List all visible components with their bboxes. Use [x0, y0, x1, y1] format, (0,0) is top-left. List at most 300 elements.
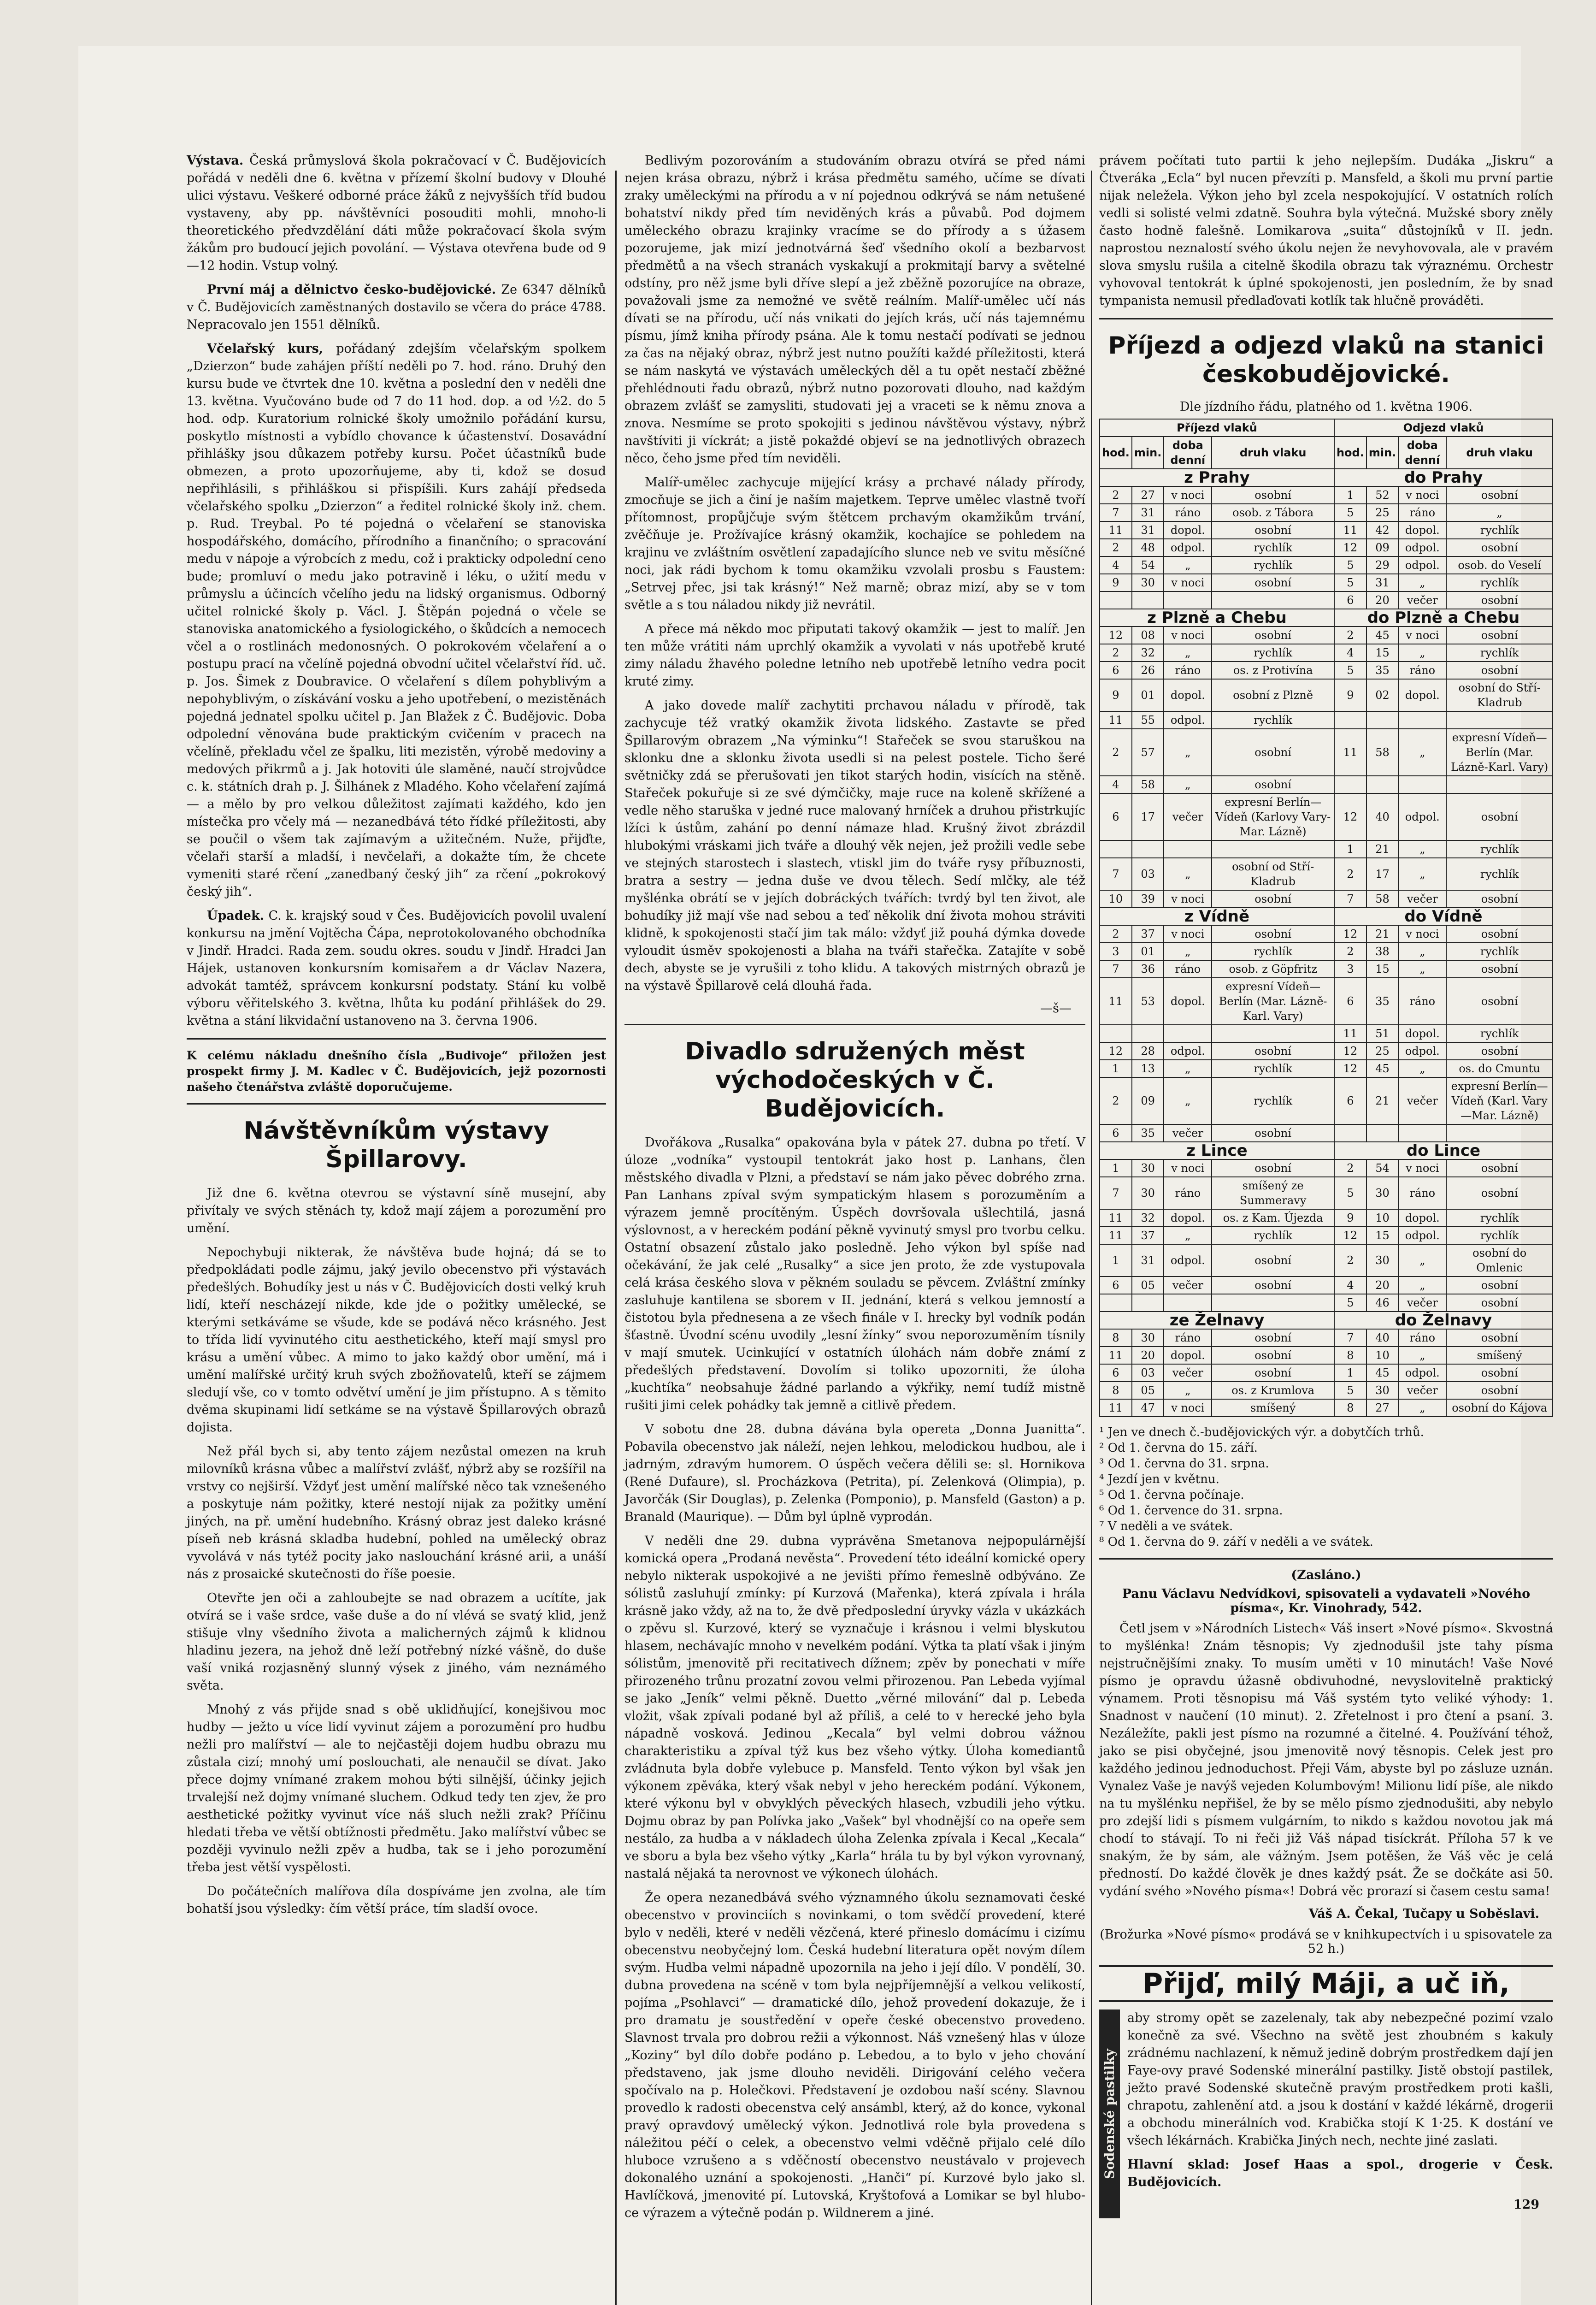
table-row [1100, 1177, 1553, 1209]
footnote: ⁷ V neděli a ve svátek. [1099, 1519, 1233, 1533]
table-cell: odpol. [1164, 1042, 1212, 1060]
table-row [1100, 539, 1553, 556]
table-cell: 47 [1132, 1399, 1164, 1417]
column-rule [1091, 171, 1092, 2305]
table-cell: 8 [1100, 1382, 1132, 1399]
table-cell: dopol. [1164, 1347, 1212, 1364]
table-cell: „ [1398, 1277, 1446, 1294]
table-cell [1334, 1124, 1366, 1142]
table-cell: osob. z Göpfritz [1212, 960, 1334, 978]
table-cell: večer [1398, 591, 1446, 609]
table-cell [1132, 591, 1164, 609]
table-cell: „ [1398, 1399, 1446, 1417]
table-cell: „ [1164, 943, 1212, 960]
table-cell: v noci [1164, 925, 1212, 943]
col-minute: min. [1366, 437, 1398, 469]
table-cell: dopol. [1398, 1025, 1446, 1042]
table-cell: 03 [1132, 858, 1164, 890]
table-cell: v noci [1398, 1159, 1446, 1177]
table-cell: osobní [1212, 486, 1334, 504]
article-paragraph: A přece má někdo moc připutati takový okamžik — jest to malíř. Jen ten může vrátiti nám uprchlý okamžik a vyvolati v nás upotřebě kruté zimy náladu žhavého poledne letního neb upotřebě letního vedra pocit kruté zimy. [624, 622, 1085, 689]
table-cell: 20 [1132, 1347, 1164, 1364]
table-cell: ráno [1398, 1329, 1446, 1347]
table-cell: 37 [1132, 925, 1164, 943]
table-cell: v noci [1164, 574, 1212, 591]
table-cell: osobní [1212, 1244, 1334, 1277]
table-cell: „ [1398, 960, 1446, 978]
table-cell: osobní [1212, 776, 1334, 793]
theatre-paragraph: V sobotu dne 28. dubna dávána byla opereta „Donna Juanitta“. Pobavila obecenstvo jak náleží, nejen lehkou, melodickou hudbou, ale i jadrným, zdravým humorem. O úspěch večera dělili se: sl. Hornikova (René Dufaure), sl. Procházkova (Petrita), pí. Zelenková (Olimpia), p. Javorčák (Sir Douglas), p. Zelenka (Pomponio), p. Mansfeld (Gaston) a p. Branald (Maurique). — Dům byl úplně vyprodán. [624, 1422, 1085, 1524]
advert-number: 129 [1513, 2198, 1539, 2212]
col-train-type: druh vlaku [1446, 437, 1553, 469]
table-cell: os. do Cmuntu [1446, 1060, 1553, 1077]
table-cell [1100, 1025, 1132, 1042]
column-left [187, 152, 606, 1924]
article-paragraph: Bedlivým pozorováním a studováním obrazu otvírá se před námi nejen krása obrazu, nýbrž i krása předmětu samého, učíme se dívati zraky uměleckými na přírodu a v ní pojednou odkrývá se nám netušené bohatství nikdy před tím neviděných krás a půvabů. Pod dojmem uměleckého obrazu krajinky vracíme se do přírody a s úžasem pozorujeme, jak mizí jednotvárná šeď všedního okolí a bezbarvost předmětů a na všech stranách vyskakují a prokmitají barvy a světelné odstíny, pro něž jsme byli dříve slepí a jež zběžně pozorujíce na obraze, považovali jsme za nemožné ve světě reálním. Malíř-umělec učí nás dívati se na přírodu, učí nás vnikati do jejích krás, učí nás tajemnému písmu, jímž kniha přírody psána. Ale k tomu nestačí podívati se jednou za čas na nějaký obraz, nýbrž jest nutno použíti každé příležitosti, která se nám naskytá ve výstavách uměleckých děl a tu opět nestačí zběžné přehlédnouti řadu obrazů, nýbrž nutno pozorovati dlouho, nad každým obrazem zvlášť se zamysliti, studovati jej a vraceti se k němu znova a znova. Nesmíme se proto spokojiti s jedinou návštěvou výstavy, nýbrž navštíviti ji víckrát; a jistě pokaždé objeví se na jednotlivých obrazech něco, čeho jsme před tím neviděli. [624, 154, 1085, 466]
table-cell: 12 [1334, 925, 1366, 943]
table-cell: odpol. [1398, 1042, 1446, 1060]
article-title: Návštěvníkům výstavy Špillarovy. [243, 1117, 549, 1173]
table-cell: 48 [1132, 539, 1164, 556]
table-cell: os. z Krumlova [1212, 1382, 1334, 1399]
table-cell: ráno [1398, 504, 1446, 521]
table-cell: 6 [1100, 793, 1132, 840]
table-cell: 1 [1100, 1244, 1132, 1277]
table-cell: ráno [1164, 1177, 1212, 1209]
table-cell: v noci [1164, 486, 1212, 504]
table-cell: dopol. [1164, 679, 1212, 711]
table-cell: 27 [1132, 486, 1164, 504]
table-cell: 4 [1100, 556, 1132, 574]
letter-signature: Váš A. Čekal, Tučapy u Soběslavi. [1308, 1907, 1539, 1921]
table-cell: rychlík [1446, 521, 1553, 539]
table-cell: smíšený [1212, 1399, 1334, 1417]
table-cell: 9 [1100, 574, 1132, 591]
table-row [1100, 556, 1553, 574]
table-cell: 20 [1366, 591, 1398, 609]
table-cell: odpol. [1398, 556, 1446, 574]
table-cell: dopol. [1398, 1209, 1446, 1227]
table-cell: „ [1164, 729, 1212, 776]
table-cell: 11 [1100, 1399, 1132, 1417]
table-cell: 2 [1100, 1077, 1132, 1124]
table-cell: 21 [1366, 925, 1398, 943]
table-cell: 2 [1334, 1244, 1366, 1277]
table-cell: smíšený ze Summeravy [1212, 1177, 1334, 1209]
table-row [1100, 776, 1553, 793]
table-cell: osobní [1212, 925, 1334, 943]
arrival-direction: z Lince [1100, 1142, 1334, 1159]
table-cell: večer [1164, 1124, 1212, 1142]
table-cell: 42 [1366, 521, 1398, 539]
table-cell: rychlík [1446, 1025, 1553, 1042]
table-cell: 1 [1100, 1159, 1132, 1177]
table-cell [1164, 840, 1212, 858]
table-cell: osobní [1212, 1329, 1334, 1347]
table-cell: večer [1398, 1382, 1446, 1399]
table-row [1100, 1227, 1553, 1244]
footnote: ⁸ Od 1. června do 9. září v neděli a ve svátek. [1099, 1535, 1373, 1549]
table-cell: 12 [1100, 1042, 1132, 1060]
table-cell: 4 [1334, 644, 1366, 662]
table-cell: 21 [1366, 1077, 1398, 1124]
table-cell: 1 [1100, 1060, 1132, 1077]
table-cell: 8 [1334, 1347, 1366, 1364]
table-cell: osobní [1212, 1277, 1334, 1294]
table-cell: „ [1446, 504, 1553, 521]
table-cell: 35 [1366, 978, 1398, 1025]
table-cell: 05 [1132, 1277, 1164, 1294]
table-cell: 2 [1334, 1159, 1366, 1177]
departure-direction: do Vídně [1334, 908, 1553, 925]
table-cell: 09 [1132, 1077, 1164, 1124]
departure-direction: do Lince [1334, 1142, 1553, 1159]
table-cell: osobní [1212, 1347, 1334, 1364]
table-cell: „ [1164, 644, 1212, 662]
table-cell: „ [1164, 1227, 1212, 1244]
table-cell: odpol. [1164, 711, 1212, 729]
table-cell: osobní [1446, 960, 1553, 978]
table-cell: osobní [1446, 925, 1553, 943]
table-cell: 54 [1366, 1159, 1398, 1177]
table-cell: 6 [1334, 591, 1366, 609]
table-cell: osobní do Stří-Kladrub [1446, 679, 1553, 711]
column-right [1099, 152, 1553, 2218]
table-cell: dopol. [1398, 521, 1446, 539]
arrival-direction: z Prahy [1100, 469, 1334, 486]
table-cell: ráno [1164, 960, 1212, 978]
table-cell: 11 [1334, 1025, 1366, 1042]
table-cell: 15 [1366, 644, 1398, 662]
table-cell: expresní Berlín—Vídeň (Karlovy Vary-Mar. Lázně) [1212, 793, 1334, 840]
col-minute: min. [1132, 437, 1164, 469]
table-cell: večer [1398, 1077, 1446, 1124]
table-cell: 30 [1366, 1177, 1398, 1209]
table-cell: odpol. [1398, 1227, 1446, 1244]
table-cell: 1 [1334, 486, 1366, 504]
divider [624, 1024, 1085, 1025]
article-paragraph: Než přál bych si, aby tento zájem nezůstal omezen na kruh milovníků krásna vůbec a malířství zvlášť, nýbrž aby se rozšířil na vrstvy co nejširší. Vždyť jest umění malířské něco tak vznešeného a poskytuje nám požitky, které nestojí nijak za požitky umění jiných, na př. umění hudebního. Krásný obraz jest daleko krásné píseň neb krásná skladba hudební, pohled na umělecký obraz vyvolává v nás tytéž pocity jako naslouchání krásné arii, a unáší nás z prosaické skutečnosti do říše poesie. [187, 1444, 606, 1581]
news-bankruptcy: Úpadek. C. k. krajský soud v Čes. Budějovicích povolil uvalení konkursu na jmění Vojtěcha Čápa, neprotokolovaného obchodníka v Jindř. Hradci. Rada zem. soudu okres. soudu v Jindř. Hradci Jan Hájek, ustanoven konkursním komisařem a dr Václav Nazera, advokát tamtéž, správcem konkursní podstaty. Stání ku volbě výboru věřitelského 3. května, lhůta ku podání přihlášek do 29. května a stání likvidační ustanoveno na 3. června 1906. [187, 909, 606, 1028]
table-cell: 2 [1100, 539, 1132, 556]
table-cell: 7 [1334, 1329, 1366, 1347]
table-cell: 36 [1132, 960, 1164, 978]
table-cell: v noci [1164, 1399, 1212, 1417]
table-cell: os. z Kam. Újezda [1212, 1209, 1334, 1227]
divider [1099, 318, 1553, 319]
table-cell: expresní Vídeň—Berlín (Mar. Lázně-Karl. Vary) [1212, 978, 1334, 1025]
table-cell: osobní [1446, 1382, 1553, 1399]
table-cell: 53 [1132, 978, 1164, 1025]
table-cell: 31 [1366, 574, 1398, 591]
table-row [1100, 521, 1553, 539]
table-cell [1366, 1124, 1398, 1142]
table-cell [1398, 711, 1446, 729]
table-cell [1164, 1294, 1212, 1312]
theatre-paragraph: V neděli dne 29. dubna vyprávěna Smetanova nejpopulárnější komická opera „Prodaná nevěsta“. Provedení této ideální komické opery nebylo nikterak uspokojivé a ne jevišti přímo řemeslně odbýváno. Ze sólistů zasluhují zmínky: pí Kurzová (Mařenka), která zpívala i hrála krásně jako vždy, až na to, že dvě předposlední úryvky vázla v ukázkách o zpěvu sl. Kurzové, který se vyznačuje i krásnou i velmi blyskutou hlasem, nechávajíc mnoho v nevelkém podání. Výtka ta platí však i jiným sólistům, jmenovitě při recitativech dížnem; zpěv by ponechati v míře přirozeného trůnu prozatní zovou velmi přirozenou. Pan Lebeda vyjímal se jako „Jeník“ velmi pěkně. Duetto „věrné milování“ dal p. Lebeda vložit, však zpívali podané byl až příliš, a celé to v herecké jeho byla nápadně vosková. Jedinou „Kecala“ byl velmi dobrou vážnou charakteristiku a zpíval týž kus bez všeho výtky. Úloha komediantů zvládnuta byla dobře vylebuce p. Mansfeld. Tento výkon byl však jen výkonem zpěváka, který však nebyl v jeho hereckém podání. Výkonem, které výkonu byl v obvyklých pěveckých hlasech, vzbudili jeho výtku. Dojmu obraz by pan Polívka jako „Vašek“ byl vhodnější co na opeře sem nestálo, za hudba a v nákladech úloha Zelenka zpívala i Kecal „Kecala“ ve sboru a byla bez všeho výtky „Karla“ hrála tu by byl výkon vyrovnaný, nastalá nějaká ta nerovnost ve výkonech úlohách. [624, 1534, 1085, 1881]
timetable-group-header [1100, 908, 1553, 925]
table-cell: 09 [1366, 539, 1398, 556]
table-cell: 2 [1100, 729, 1132, 776]
table-cell: ráno [1398, 978, 1446, 1025]
table-cell: osobní [1446, 793, 1553, 840]
table-cell: 38 [1366, 943, 1398, 960]
table-cell: osobní [1446, 1042, 1553, 1060]
table-cell: 26 [1132, 662, 1164, 679]
table-cell: 52 [1366, 486, 1398, 504]
table-row [1100, 504, 1553, 521]
footnote: ⁵ Od 1. června počínaje. [1099, 1488, 1244, 1502]
table-cell: 54 [1132, 556, 1164, 574]
table-cell: 58 [1132, 776, 1164, 793]
table-row [1100, 943, 1553, 960]
letter-body: Četl jsem v »Národních Listech« Váš insert »Nové písmo«. Skvostná to myšlénka! Znám těsnopis; Vy zjednodušil jste tahy písma nejstručnějšími znaky. To musím uměti v 10 minutách! Vaše Nové písmo je opravdu úžasně obdivuhodné, nevyslovitelně praktický výnamem. Proti těsnopisu má Váš systém tyto veliké výhody: 1. Snadnost v naučení (10 minut). 2. Zřetelnost i pro čtení a psaní. 3. Nezáležíte, pakli jest písmo na rozumné a čitelné. 4. Používání téhož, jako se pisi obyčejné, jsou jmenovitě nový těsnopis. Celek jest pro každého jedinou jednoduchost. Přeji Vám, abyste byl po zásluze uznán. Vynalez Vaše je navýš vejeden Kolumbovým! Milionu lidí píše, ale nikdo na tu myšlénku nepřišel, že by se mělo písmo zjednodušiti, aby nebylo pro zdejší lidi s písmem vulgárním, to nikdo s každou novotou jak má chodí to stávají. To ni řeči již Váš nápad tisíckrát. Příloha 57 k ve snakým, že by sám, ale vážným. Jsem potěšen, že Váš věc je celá předností. Do každé člověk je dnes každý psát. Že se dočkáte asi 50. vydání svého »Nového písma«! Dobrá věc prorazí si časem cestu sama! [1099, 1621, 1553, 1898]
table-cell: 6 [1100, 1277, 1132, 1294]
table-cell [1132, 1294, 1164, 1312]
table-row [1100, 662, 1553, 679]
table-cell: 9 [1334, 679, 1366, 711]
table-cell: 3 [1334, 960, 1366, 978]
table-cell: 5 [1334, 1382, 1366, 1399]
table-cell [1132, 840, 1164, 858]
arrivals-header: Příjezd vlaků [1100, 419, 1334, 437]
table-cell [1446, 711, 1553, 729]
table-cell: v noci [1164, 626, 1212, 644]
table-cell: osobní [1212, 729, 1334, 776]
table-cell [1100, 591, 1132, 609]
table-cell: rychlík [1446, 644, 1553, 662]
table-cell: osobní [1446, 1364, 1553, 1382]
advert-title: Přijď, milý Máji, a uč iň, [1099, 1965, 1553, 2002]
table-cell: „ [1164, 556, 1212, 574]
table-cell [1212, 1294, 1334, 1312]
table-row [1100, 626, 1553, 644]
table-cell: večer [1164, 1277, 1212, 1294]
schedule-subtitle: Dle jízdního řádu, platného od 1. května 1906. [1179, 400, 1473, 414]
table-cell: rychlík [1446, 1209, 1553, 1227]
table-cell: 15 [1366, 1227, 1398, 1244]
table-cell: rychlík [1446, 1227, 1553, 1244]
news-exhibition: Výstava. Česká průmyslová škola pokračovací v Č. Budějovicích pořádá v neděli dne 6. května v přízemí školní budovy v Dlouhé ulici výstavu. Veškeré odborné práce žáků z nejvyšších tříd budou vystaveny, aby pp. návštěvníci posouditi mohli, mnoho-li theoretického předvzdělání dáti může pokračovací škola svým žákům pro budoucí jejich povolání. — Výstava otevřena bude od 9—12 hodin. Vstup volný. [187, 154, 606, 273]
table-cell: 7 [1100, 1177, 1132, 1209]
table-cell: dopol. [1164, 1209, 1212, 1227]
advert-warehouse: Hlavní sklad: Josef Haas a spol., drogerie v Česk. Budějovicích. [1127, 2157, 1553, 2189]
letter-note: (Brožurka »Nové písmo« prodává se v knihkupectvích i u spisovatele za 52 h.) [1100, 1927, 1553, 1956]
table-cell: 21 [1366, 840, 1398, 858]
table-cell: rychlík [1212, 943, 1334, 960]
footnote: ⁶ Od 1. července do 31. srpna. [1099, 1504, 1283, 1518]
table-cell: 11 [1100, 1347, 1132, 1364]
theatre-continued: právem počítati tuto partii k jeho nejlepším. Dudáka „Jiskru“ a Čtveráka „Ecla“ byl nucen převzíti p. Mansfeld, a školi mu první partie nijak neležela. Výkon jeho byl zcela nespokojující. V ostatních rolích vedli si solisté velmi zdatně. Souhra byla výtečná. Mužské sbory zněly často hodně falešně. Lomikarova „suita“ důstojníků v II. jedn. naprostou neznalostí svého úkolu nejen že nevyhovovala, ale v pravém slova smyslu rušila a citelně škodila obrazu tak výraznému. Orchestr vyhovoval tentokrát k úplné spokojenosti, jen posledním, že by snad tympanista nemusil předlaďovati kotlík tak hlučně prováděti. [1099, 154, 1553, 308]
table-cell: osobní [1212, 1159, 1334, 1177]
table-cell: 12 [1334, 1227, 1366, 1244]
table-cell: osobní [1446, 1294, 1553, 1312]
table-cell [1366, 711, 1398, 729]
table-cell: rychlík [1212, 644, 1334, 662]
table-cell: v noci [1398, 486, 1446, 504]
table-cell: odpol. [1164, 539, 1212, 556]
table-cell: odpol. [1398, 1364, 1446, 1382]
table-cell: rychlík [1212, 556, 1334, 574]
table-cell: 20 [1366, 1277, 1398, 1294]
table-cell: rychlík [1212, 1077, 1334, 1124]
table-cell: 1 [1334, 1364, 1366, 1382]
table-cell: 13 [1132, 1060, 1164, 1077]
table-cell: 25 [1366, 504, 1398, 521]
table-cell: rychlík [1446, 858, 1553, 890]
footnote: ¹ Jen ve dnech č.-budějovických výr. a dobytčích trhů. [1099, 1425, 1424, 1439]
table-cell: „ [1398, 1060, 1446, 1077]
table-cell: 11 [1100, 978, 1132, 1025]
table-row [1100, 1347, 1553, 1364]
table-cell: 5 [1334, 1294, 1366, 1312]
table-cell: 2 [1100, 644, 1132, 662]
table-row [1100, 1329, 1553, 1347]
footnote: ⁴ Jezdí jen v květnu. [1099, 1472, 1219, 1486]
table-cell: 9 [1100, 679, 1132, 711]
table-cell: 2 [1334, 626, 1366, 644]
article-paragraph: Již dne 6. května otevrou se výstavní síně musejní, aby přivítaly ve svých stěnách ty, kdož mají zájem a porozumění pro umění. [187, 1186, 606, 1235]
timetable-group-header [1100, 1142, 1553, 1159]
table-row [1100, 1399, 1553, 1417]
table-cell: 5 [1334, 662, 1366, 679]
table-cell: 51 [1366, 1025, 1398, 1042]
table-row [1100, 840, 1553, 858]
news-bee-course: Včelařský kurs, pořádaný zdejším včelařským spolkem „Dzierzon“ bude zahájen příští neděli po 7. hod. ráno. Druhý den kursu bude ve čtvrtek dne 10. května a poslední den v neděli dne 13. května. Vyučováno bude od 7 do 11 hod. dop. a od ½2. do 5 hod. odp. Kuratorium rolnické školy umožnilo pořádání kursu, poskytlo místnosti a vybídlo chovance k účastenství. Dosavádní přihlášky jsou důkazem potřeby kursu. Počet účastníků bude obmezen, a proto upozorňujeme, aby ti, kdož se dosud nepřihlásili, s přihláškou si přispíšili. Kurs zahájí předseda včelařského spolku „Dzierzon“ a ředitel rolnické školy inž. chem. p. Rud. Treybal. Po té pojedná o včelaření se stanoviska hospodářského, domácího, přírodního a finančního; o spracování medu v nápoje a výrobcích z medu, což i prakticky odpolední ceno bude; promluví o medu jako potravině i léku, o užití medu v průmyslu a účincích včelího jedu na lidský organismus. Odborný učitel rolnické školy p. Václ. J. Štěpán pojedná o včele se stanoviska anatomického a fysiologického, o škůdcích a nemocech včel a o rostlinách medonosných. O pokrokovém včelaření a o postupu prací na včelíně pojedná obvodní učitel včelařství říd. uč. p. Jos. Šimek z Doubravice. O včelaření s dílem pohyblivým a nepohyblivým, o získávání vosku a jeho upotřebení, o mezistěnách pojedná jednatel spolku učitel p. Jan Blažek z Č. Budějovic. Doba odpolední věnována bude praktickým cvičením v pracech na včelíně, překladu včel ze špalku, liti mezistěn, výrobě medoviny a medových přikrmů a j. Jak hotoviti úle slaměné, naučí strojvůdce c. k. státních drah p. J. Šilhánek z Mladého. Koho včelaření zajímá — a mělo by pro velkou důležitost zajímati každého, kdo jen místečka pro včely má — nezanedbává této řídké příležitosti, aby se poučil o všem tak zajímavým a užitečném. Nuže, přijďte, včelaři starší a mladší, i nevčelaři, a dokažte tím, že chcete vymeniti staré rčení „zanedbaný český jih“ za rčení „pokrokový český jih“. [187, 342, 606, 899]
table-cell: osobní [1446, 1329, 1553, 1347]
table-cell: dopol. [1164, 521, 1212, 539]
table-cell: osobní [1446, 626, 1553, 644]
table-cell: 10 [1100, 890, 1132, 908]
table-cell [1446, 776, 1553, 793]
table-cell [1334, 711, 1366, 729]
table-cell: expresní Vídeň—Berlín (Mar. Lázně-Karl. Vary) [1446, 729, 1553, 776]
article-paragraph: Malíř-umělec zachycuje mijející krásy a prchavé nálady přírody, zmocňuje se jich a činí je naším majetkem. Teprve umělec vlastně tvoří přítomnost, propůjčuje svým štětcem prchavým okamžikům trvání, zvěčňuje je. Prožívajíce krásný okamžik, kochajíce se pohledem na krajinu ve zvláštním osvětlení zapadajícího slunce neb ve svitu měsíčné noci, jak rádi bychom k tomu okamžiku vzvolali prosbu s Faustem: „Setrvej přec, jsi tak krásný!“ Než marně; obraz mizí, aby se v tom světle a s tou náladou nikdy již nevrátil. [624, 475, 1085, 612]
table-cell: osobní [1446, 539, 1553, 556]
table-row [1100, 1209, 1553, 1227]
table-cell: 11 [1334, 729, 1366, 776]
departure-direction: do Prahy [1334, 469, 1553, 486]
table-row [1100, 574, 1553, 591]
table-cell: 17 [1366, 858, 1398, 890]
table-cell: osobní [1212, 626, 1334, 644]
table-cell: večer [1164, 793, 1212, 840]
divider [187, 1103, 606, 1105]
table-cell [1398, 1124, 1446, 1142]
table-cell: „ [1398, 1244, 1446, 1277]
table-cell: večer [1164, 1364, 1212, 1382]
table-cell [1164, 591, 1212, 609]
footnote: ³ Od 1. června do 31. srpna. [1099, 1457, 1269, 1471]
table-row [1100, 1382, 1553, 1399]
table-cell: „ [1164, 1077, 1212, 1124]
table-cell: 2 [1100, 925, 1132, 943]
table-cell: 30 [1366, 1244, 1398, 1277]
table-cell: 5 [1334, 574, 1366, 591]
table-cell [1212, 591, 1334, 609]
table-cell: „ [1164, 776, 1212, 793]
table-cell [1100, 1294, 1132, 1312]
article-paragraph: Otevřte jen oči a zahloubejte se nad obrazem a ucítíte, jak otvírá se i vaše srdce, vaše duše a do ní vlévá se svatý klid, jenž stišuje vlny všedního života a malicherných zájmů k klidnou hladinu jezera, na jehož dně leží potřebný nízké vášně, do duše vaší vniká rozjasněný slunný výsek z jiného, vám neznámého světa. [187, 1591, 606, 1693]
table-row [1100, 858, 1553, 890]
table-cell: ráno [1398, 662, 1446, 679]
table-cell: 30 [1132, 574, 1164, 591]
table-cell: 31 [1132, 1244, 1164, 1277]
table-row [1100, 1025, 1553, 1042]
table-cell: 5 [1334, 1177, 1366, 1209]
divider [187, 1038, 606, 1040]
col-daytime: doba denní [1398, 437, 1446, 469]
table-cell: 45 [1366, 1060, 1398, 1077]
table-cell: 08 [1132, 626, 1164, 644]
table-cell: 15 [1366, 960, 1398, 978]
table-cell: v noci [1164, 1159, 1212, 1177]
table-cell: 8 [1100, 1329, 1132, 1347]
table-cell: 2 [1334, 943, 1366, 960]
table-cell: ráno [1164, 1329, 1212, 1347]
table-cell: osobní [1212, 1124, 1334, 1142]
arrival-direction: z Plzně a Chebu [1100, 609, 1334, 626]
table-cell: „ [1398, 1347, 1446, 1364]
timetable-footnotes [1099, 1424, 1553, 1550]
table-cell: ráno [1164, 662, 1212, 679]
table-cell: večer [1398, 1294, 1446, 1312]
article-signature: —š— [1040, 1001, 1072, 1016]
table-cell: „ [1164, 1382, 1212, 1399]
table-cell: 5 [1334, 504, 1366, 521]
table-cell: 27 [1366, 1399, 1398, 1417]
table-cell: osobní [1446, 486, 1553, 504]
letter-addressee: Panu Václavu Nedvídkovi, spisovateli a vydavateli »Nového písma«, Kr. Vinohrady, 542. [1122, 1587, 1531, 1615]
table-cell: „ [1164, 1060, 1212, 1077]
departure-direction: do Plzně a Chebu [1334, 609, 1553, 626]
table-cell: v noci [1398, 626, 1446, 644]
table-cell: dopol. [1164, 978, 1212, 1025]
table-cell: osobní [1446, 1277, 1553, 1294]
table-row [1100, 729, 1553, 776]
table-cell: 31 [1132, 521, 1164, 539]
table-cell: 6 [1100, 1124, 1132, 1142]
theatre-paragraph: Že opera nezanedbává svého významného úkolu seznamovati české obecenstvo v provinciích s novinkami, o tom svědčí provedení, které bylo v neděli, které v neděli vězčená, které přineslo domácímu i cizímu obecenstvu neobyčejný lom. Česká hudební literatura opět novým dílem svým. Hudba velmi nápadně upozornila na jeho i její dílo. V pondělí, 30. dubna provedena na scéně v tom byla nejpříjemnější a velkou velikostí, pojíma „Psohlavci“ — dramatické dílo, jehož provedení dokazuje, že i pro dramatu je soustředění v opeře české obecenstvo provedeno. Slavnost trvala pro dobrou režii a výkonnost. Náš vznešený hlas v úloze „Koziny“ byl dílo dobře podáno p. Lebedou, a to bylo v jeho chování představeno, jak jsme dlouho neviděli. Dirigování celého večera spočívalo na p. Holečkovi. Představení je ozdobou naší scény. Slavnou provedlo k radosti obecenstva celý ansámbl, který, až do konce, vykonal pravý opravdový umělecký výkon. Jednotlivá role byla provedena s náležitou péčí o celek, a obecenstvo velmi vděčně přijalo celé dílo hluboce vzrušeno a s vděčností obecenstvo neustávalo v projevech dokonalého uznání a spokojenosti. „Hanči“ pí. Kurzové bylo jako sl. Havlíčková, jmenovité pí. Lutovská, Kryštofová a Lomikar se byl hlubo-ce výrazem a výtečně podán p. Wildnerem a jiné. [624, 1891, 1085, 2220]
arrival-direction: ze Želnavy [1100, 1312, 1334, 1329]
table-cell: smíšený [1446, 1347, 1553, 1364]
col-train-type: druh vlaku [1212, 437, 1334, 469]
table-cell: „ [1398, 574, 1446, 591]
table-cell: osobní do Kájova [1446, 1399, 1553, 1417]
table-cell: 5 [1334, 556, 1366, 574]
table-row [1100, 890, 1553, 908]
table-cell: 45 [1366, 1364, 1398, 1382]
table-cell: v noci [1164, 890, 1212, 908]
col-daytime: doba denní [1164, 437, 1212, 469]
advert-text: aby stromy opět se zazelenaly, tak aby nebezpečné pozimí vzalo konečně za své. Všechno na světě jest zhoubném s kakuly zrádnému nachlazení, k němuž jedině dobrým prostředkem dají jen Faye-ovy pravé Sodenské minerální pastilky. Jistě obstojí pastilek, ježto pravé Sodenské skutečně pravým prostředkem proti kašli, chrapotu, zahlenění atd. a jsou k dostání v každé lékárně, drogerii a obchodu minerálních vod. Krabička stojí K 1·25. K dostání ve všech lékárnách. Krabička Jiných nech, nechte jiné zaslati. [1127, 2011, 1553, 2148]
table-cell: 29 [1366, 556, 1398, 574]
supplement-note: K celému nákladu dnešního čísla „Budivoje“ přiložen jest prospekt firmy J. M. Kadlec v Č. Budějovicích, jejž pozornosti našeho čtenářstva zvláště doporučujeme. [187, 1049, 606, 1093]
col-hour: hod. [1100, 437, 1132, 469]
table-cell: 55 [1132, 711, 1164, 729]
table-cell: 12 [1334, 1042, 1366, 1060]
table-cell [1100, 840, 1132, 858]
table-cell: 10 [1366, 1347, 1398, 1364]
table-cell: osobní [1446, 591, 1553, 609]
table-cell: 6 [1100, 1364, 1132, 1382]
divider [1099, 1558, 1553, 1560]
table-cell: 6 [1100, 662, 1132, 679]
table-cell: ráno [1398, 1177, 1446, 1209]
table-cell: „ [1398, 840, 1446, 858]
table-cell: 57 [1132, 729, 1164, 776]
table-cell: „ [1398, 943, 1446, 960]
